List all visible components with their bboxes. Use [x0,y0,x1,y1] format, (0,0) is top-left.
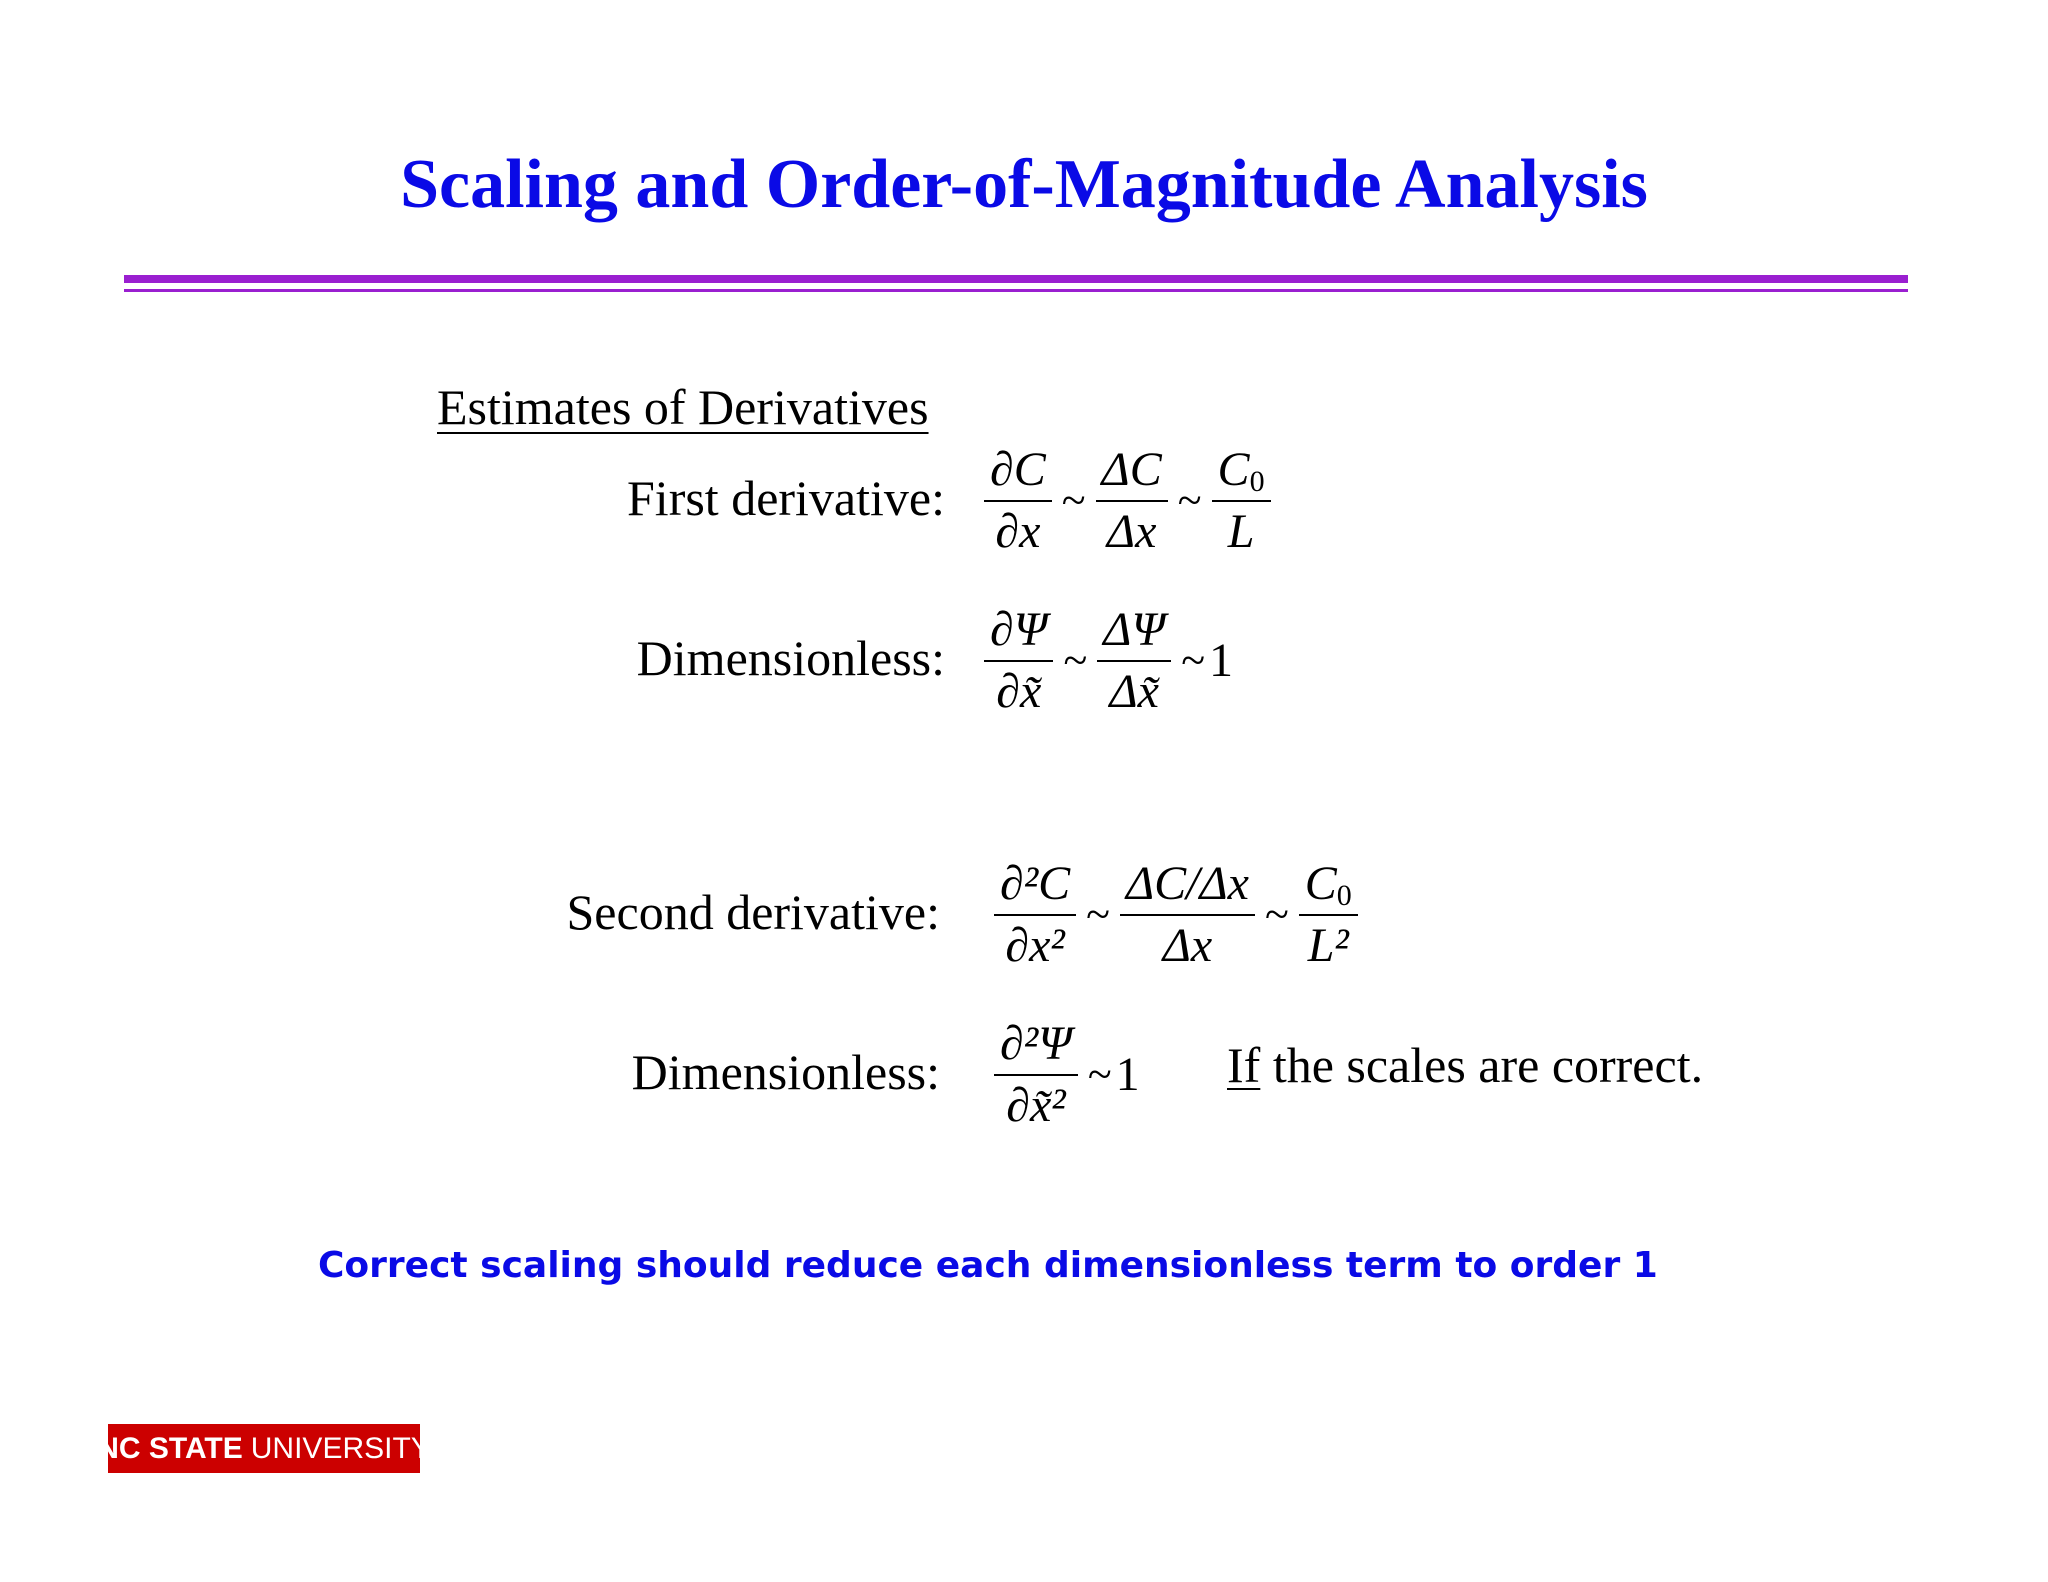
numerator [1299,854,1358,914]
fraction-DPsi-Dxt [1097,600,1171,722]
tilde-symbol: ~ [1264,890,1289,939]
tilde-symbol: ~ [1177,476,1202,525]
denominator: L² [1307,919,1349,972]
title-divider-thin [124,289,1908,292]
numerator: ΔC [1101,443,1162,496]
first-derivative-equation [976,440,1279,562]
fraction-C0-L2 [1299,854,1358,976]
slide-title: Scaling and Order-of-Magnitude Analysis [400,146,1648,223]
dimensionless-label-2: Dimensionless: [631,1044,940,1100]
ncsu-logo [97,1424,431,1473]
title-divider [124,275,1908,283]
order-one: 1 [1209,634,1234,687]
fraction-dPsi-dxt [984,600,1053,722]
denominator: Δx̃ [1109,665,1159,718]
tilde-symbol: ~ [1181,636,1206,685]
fraction-C0-L [1212,440,1271,562]
first-derivative-label: First derivative: [627,470,945,526]
section-heading: Estimates of Derivatives [437,379,929,435]
numerator-base: C [1217,443,1250,496]
denominator: Δx [1162,919,1213,972]
second-derivative-equation [986,854,1366,976]
tilde-symbol: ~ [1063,636,1088,685]
logo-light-text: UNIVERSITY [250,1431,431,1465]
fraction-DC-Dx [1096,440,1168,562]
denominator: ∂x̃ [996,665,1042,718]
note-emphasis: If [1227,1037,1261,1093]
tilde-symbol: ~ [1061,476,1086,525]
numerator: ΔC/Δx [1125,857,1249,910]
numerator-base: C [1304,857,1337,910]
denominator: Δx [1106,505,1157,558]
numerator: ∂²C [1000,857,1071,910]
denominator: ∂x² [1005,919,1065,972]
dimensionless-equation-2 [986,1014,1140,1136]
fraction-dC-dx [984,440,1052,562]
dimensionless-equation-1 [976,600,1233,722]
scales-note [1227,1037,1704,1093]
order-one: 1 [1115,1048,1140,1101]
fraction-d2Psi-dxt2 [994,1014,1078,1136]
note-text: the scales are correct. [1260,1037,1704,1093]
fraction-d2C-dx2 [994,854,1076,976]
denominator: ∂x [995,505,1041,558]
subscript: 0 [1336,879,1352,912]
numerator: ΔΨ [1103,603,1166,656]
fraction-DCDx-Dx [1120,854,1255,976]
numerator: ∂C [990,443,1046,496]
tilde-symbol: ~ [1087,1050,1112,1099]
dimensionless-label-1: Dimensionless: [636,630,945,686]
tilde-symbol: ~ [1086,890,1110,939]
denominator: L [1227,505,1255,558]
scaling-takeaway: Correct scaling should reduce each dimensionless term to order 1 [318,1245,1658,1286]
logo-bold-text: NC STATE [97,1431,243,1465]
numerator: ∂²Ψ [1000,1017,1072,1070]
denominator: ∂x̃² [1006,1079,1066,1132]
subscript: 0 [1249,465,1265,498]
second-derivative-label: Second derivative: [566,884,940,940]
numerator [1212,440,1271,500]
numerator: ∂Ψ [990,603,1048,656]
